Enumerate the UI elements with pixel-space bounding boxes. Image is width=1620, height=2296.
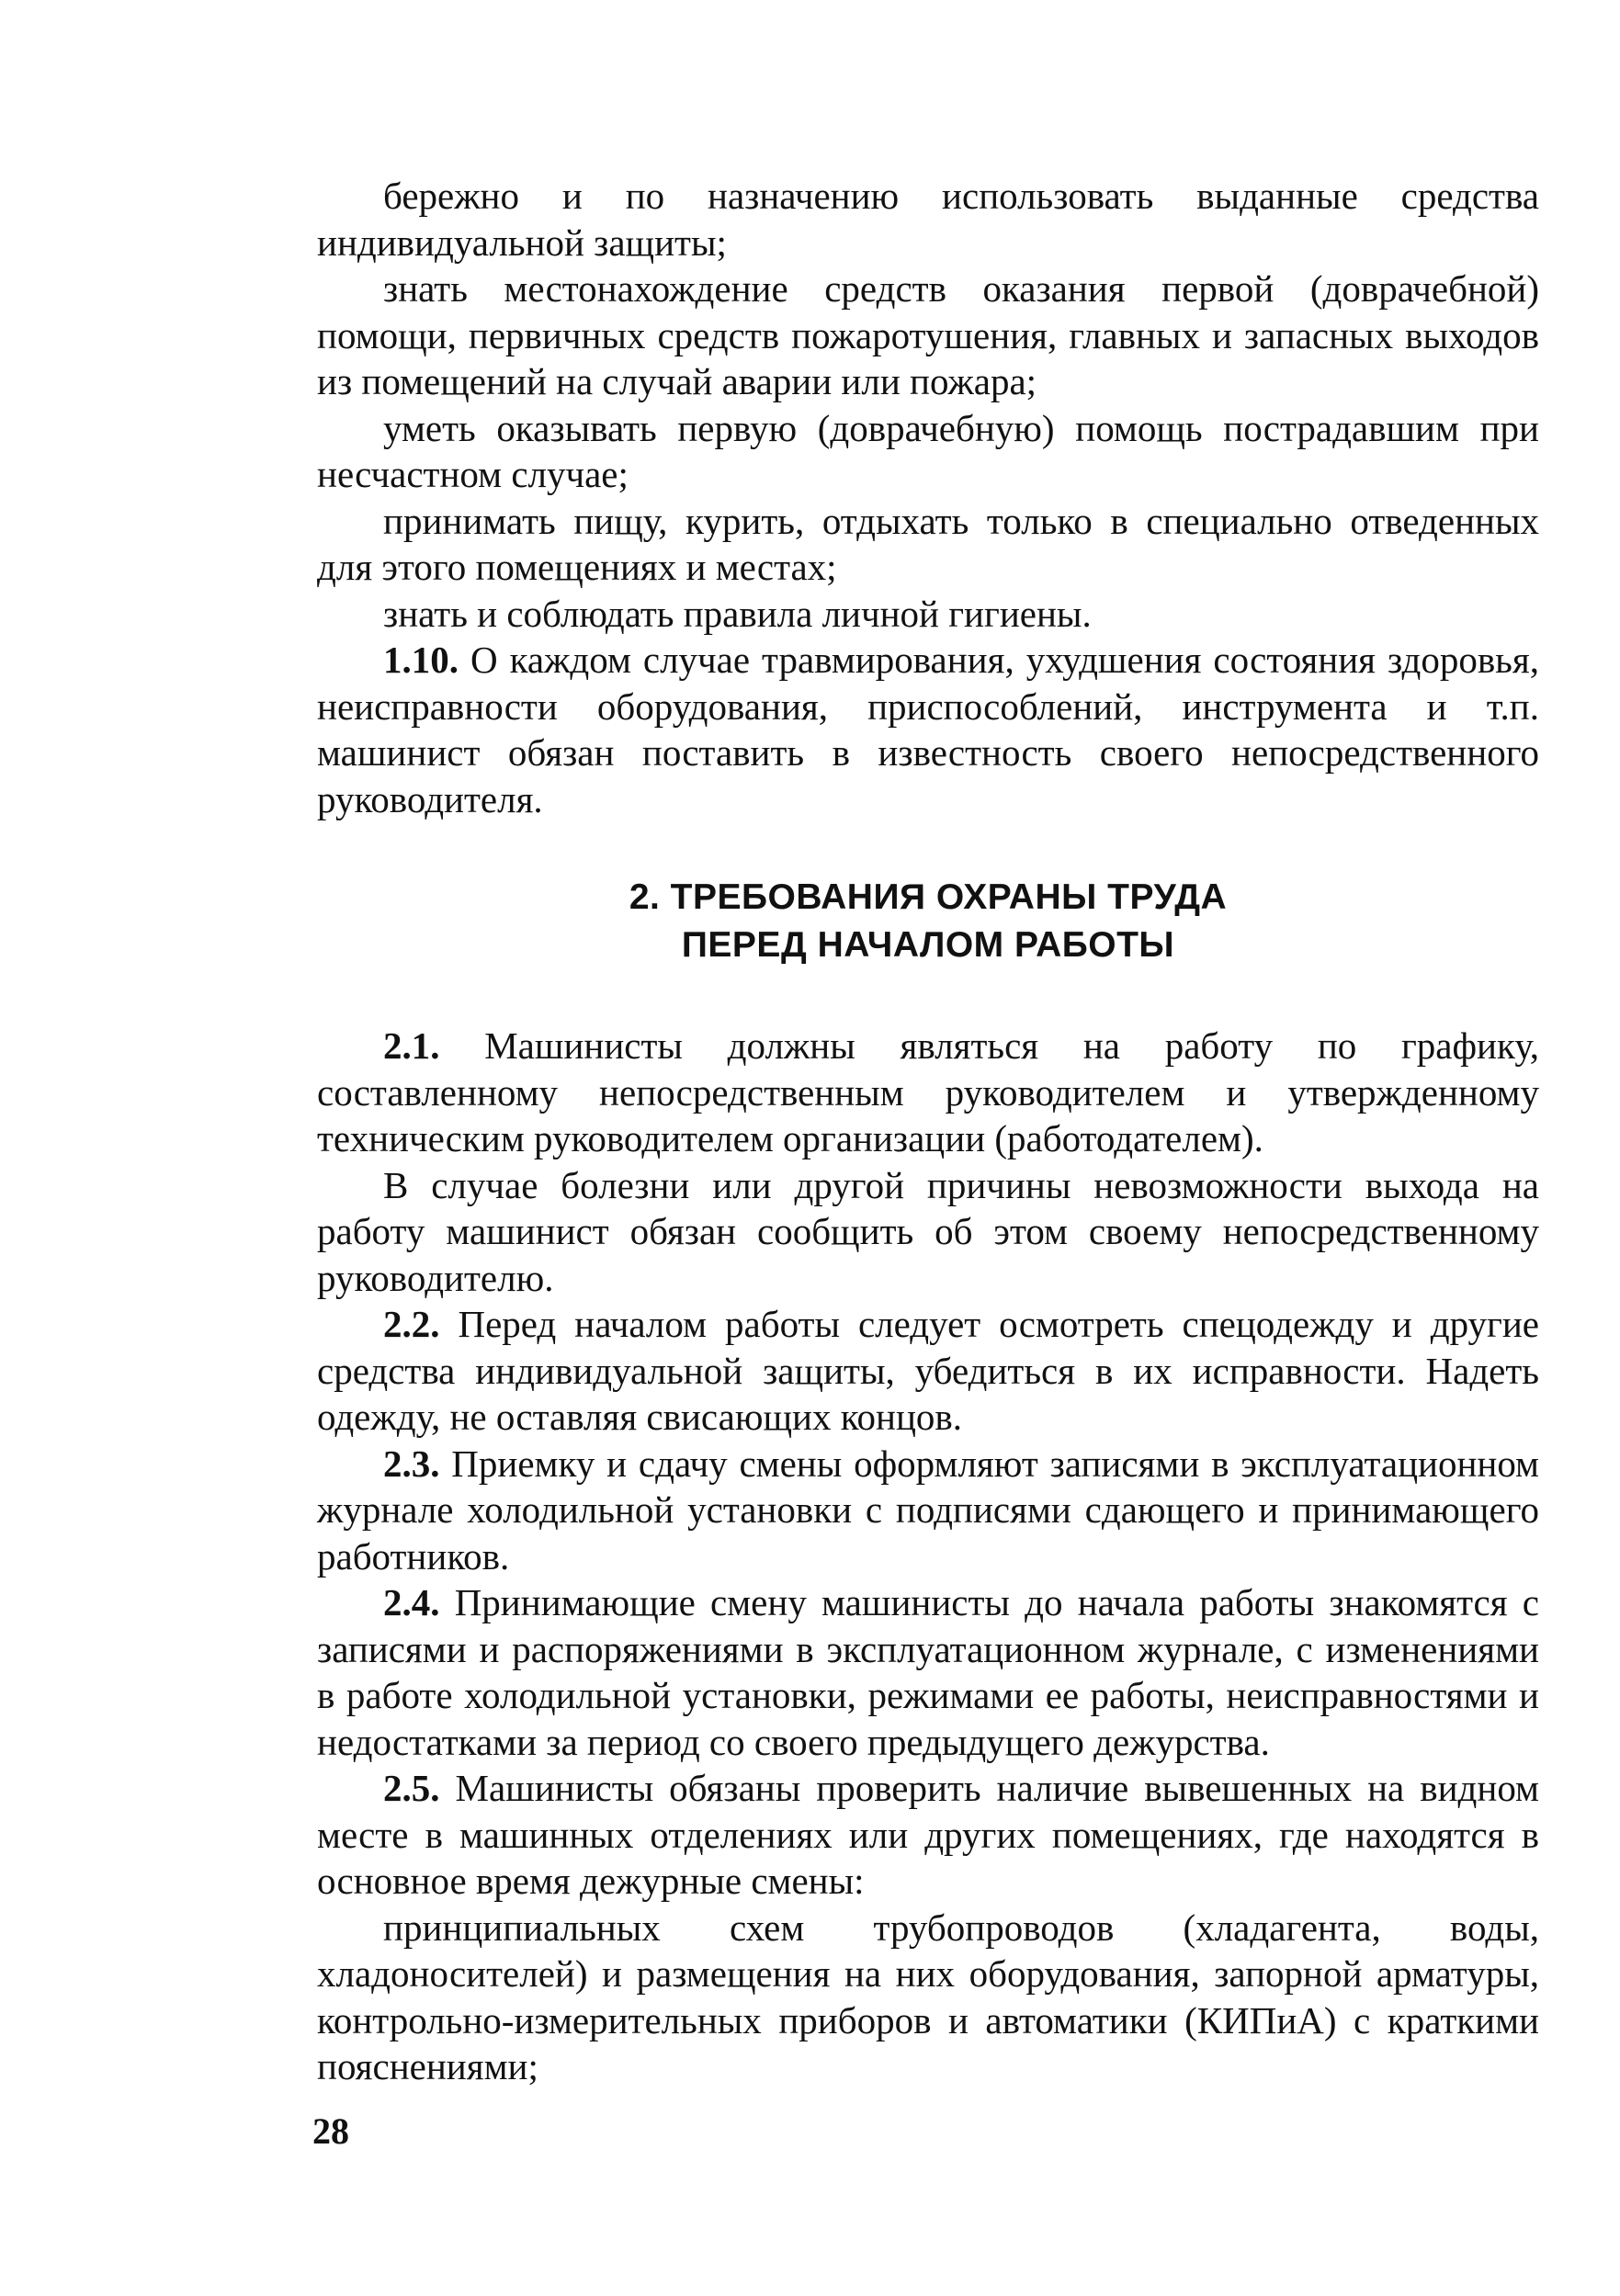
paragraph: 1.10. О каждом случае травмирования, ухудшения состояния здоровья, неисправности оборудования, приспособлений, инструмента и т.п. машинист обязан поставить в известность своего непосредственного руководителя. <box>317 639 1539 820</box>
paragraphs-top <box>317 173 1539 822</box>
paragraph: 2.1. Машинисты должны являться на работу по графику, составленному непосредственным руководителем и утвержденному техническим руководителем организации (работодателем). <box>317 1024 1539 1159</box>
clause-number: 2.5. <box>383 1767 440 1809</box>
paragraph: знать местонахождение средств оказания первой (доврачебной) помощи, первичных средств пожаротушения, главных и запасных выходов из помещений на случай аварии или пожара; <box>317 267 1539 402</box>
clause-number: 1.10. <box>383 639 459 681</box>
clause-number: 2.3. <box>383 1442 440 1485</box>
paragraph: знать и соблюдать правила личной гигиены. <box>383 592 1092 635</box>
paragraph: 2.3. Приемку и сдачу смены оформляют записями в эксплуатационном журнале холодильной установки с подписями сдающего и принимающего работников. <box>317 1442 1539 1578</box>
paragraph: 2.4. Принимающие смену машинисты до начала работы знакомятся с записями и распоряжениями в эксплуатационном журнале, с изменениями в работе холодильной установки, режимами ее работы, неисправностями и недостатками за период со своего предыдущего дежурства. <box>317 1581 1539 1763</box>
section-heading <box>317 874 1539 969</box>
paragraph: бережно и по назначению использовать выданные средства индивидуальной защиты; <box>317 175 1539 264</box>
paragraph: принципиальных схем трубопроводов (хладагента, воды, хладоносителей) и размещения на них оборудования, запорной арматуры, контрольно-измерительных приборов и автоматики (КИПиА) с краткими пояснениями; <box>317 1906 1539 2087</box>
paragraph: принимать пищу, курить, отдыхать только в специально отведенных для этого помещениях и местах; <box>317 499 1539 588</box>
clause-number: 2.4. <box>383 1581 440 1623</box>
section-heading-line-1: 2. ТРЕБОВАНИЯ ОХРАНЫ ТРУДА <box>629 877 1228 917</box>
paragraph: В случае болезни или другой причины невозможности выхода на работу машинист обязан сообщить об этом своему непосредственному руководителю. <box>317 1163 1539 1299</box>
paragraphs-bottom <box>317 1023 1539 2090</box>
section-heading-line-2: ПЕРЕД НАЧАЛОМ РАБОТЫ <box>681 925 1175 965</box>
clause-number: 2.2. <box>383 1303 440 1345</box>
paragraph: 2.5. Машинисты обязаны проверить наличие вывешенных на видном месте в машинных отделениях или других помещениях, где находятся в основное время дежурные смены: <box>317 1767 1539 1902</box>
page-number: 28 <box>312 2110 349 2152</box>
clause-number: 2.1. <box>383 1024 440 1067</box>
paragraph: уметь оказывать первую (доврачебную) помощь пострадавшим при несчастном случае; <box>317 406 1539 495</box>
page-body <box>317 173 1539 2090</box>
paragraph: 2.2. Перед началом работы следует осмотреть спецодежду и другие средства индивидуальной защиты, убедиться в их исправности. Надеть одежду, не оставляя свисающих концов. <box>317 1303 1539 1438</box>
